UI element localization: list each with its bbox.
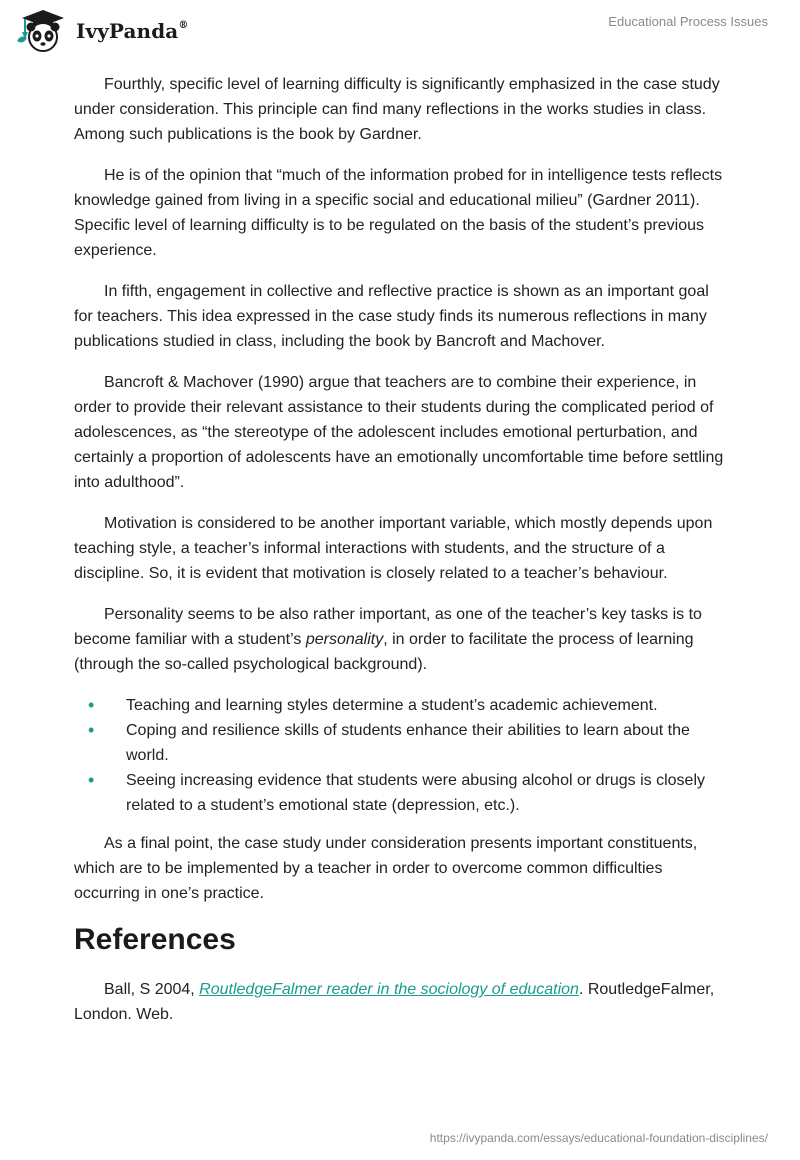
bullet-icon: • <box>88 720 95 740</box>
page-header <box>0 0 800 62</box>
paragraph: He is of the opinion that “much of the information probed for in intelligence tests reflects knowledge gained from living in a specific social and educational milieu” (Gardner 2011). Specific level of learning difficulty is to be regulated on the basis of the student’s previous experience. <box>74 167 723 259</box>
emphasis-personality: personality <box>305 631 384 648</box>
list-item <box>74 768 728 818</box>
reference-author: Ball, S 2004, <box>104 981 200 998</box>
paragraph: As a final point, the case study under consideration presents important constituents, which are to be implemented by a teacher in order to overcome common difficulties occurring in one’s practice. <box>74 835 698 902</box>
reference-publisher: . RoutledgeFalmer, London. Web. <box>74 981 715 1023</box>
paragraph: Fourthly, specific level of learning difficulty is significantly emphasized in the case study under consideration. This principle can find many reflections in the works studies in class. Among such publications is the book by Gardner. <box>74 76 720 143</box>
paragraph-text: , in order to facilitate the process of learning (through the so-called psychological background). <box>74 631 694 673</box>
bullet-icon: • <box>88 695 95 715</box>
paragraph <box>74 602 728 677</box>
reference-link[interactable]: RoutledgeFalmer reader in the sociology of education <box>199 981 579 998</box>
document-title: Educational Process Issues <box>608 14 768 29</box>
list-item-text: Seeing increasing evidence that students were abusing alcohol or drugs is closely related to a student’s emotional state (depression, etc.). <box>126 772 706 814</box>
bullet-icon: • <box>88 770 95 790</box>
bullet-list <box>74 693 728 818</box>
paragraph: Bancroft & Machover (1990) argue that teachers are to combine their experience, in order to provide their relevant assistance to their students during the complicated period of adolescences, as “the stereotype of the adolescent includes emotional perturbation, and certainly a proportion of adolescents have an emotionally uncomfortable time before settling into adulthood”. <box>74 374 724 491</box>
ivypanda-logo[interactable] <box>14 8 188 54</box>
list-item <box>74 718 728 768</box>
registered-mark: ® <box>178 20 189 32</box>
list-item-text: Teaching and learning styles determine a student’s academic achievement. <box>126 697 658 714</box>
reference-entry <box>74 977 728 1027</box>
list-item-text: Coping and resilience skills of students enhance their abilities to learn about the world. <box>126 722 690 764</box>
panda-graduate-icon <box>14 8 72 54</box>
references-heading: References <box>74 923 236 956</box>
paragraph: Motivation is considered to be another important variable, which mostly depends upon teaching style, a teacher’s informal interactions with students, and the structure of a discipline. So, it is evident that motivation is closely related to a teacher’s behaviour. <box>74 515 713 582</box>
brand-name: IvyPanda® <box>76 19 189 43</box>
footer-url: https://ivypanda.com/essays/educational-foundation-disciplines/ <box>429 1131 768 1145</box>
paragraph-text: Personality seems to be also rather important, as one of the teacher’s key tasks is to become familiar with a student’s <box>74 606 702 648</box>
paragraph: In fifth, engagement in collective and reflective practice is shown as an important goal for teachers. This idea expressed in the case study finds its numerous reflections in many publications studied in class, including the book by Bancroft and Machover. <box>74 283 709 350</box>
list-item <box>74 693 728 718</box>
essay-body <box>74 72 728 1027</box>
